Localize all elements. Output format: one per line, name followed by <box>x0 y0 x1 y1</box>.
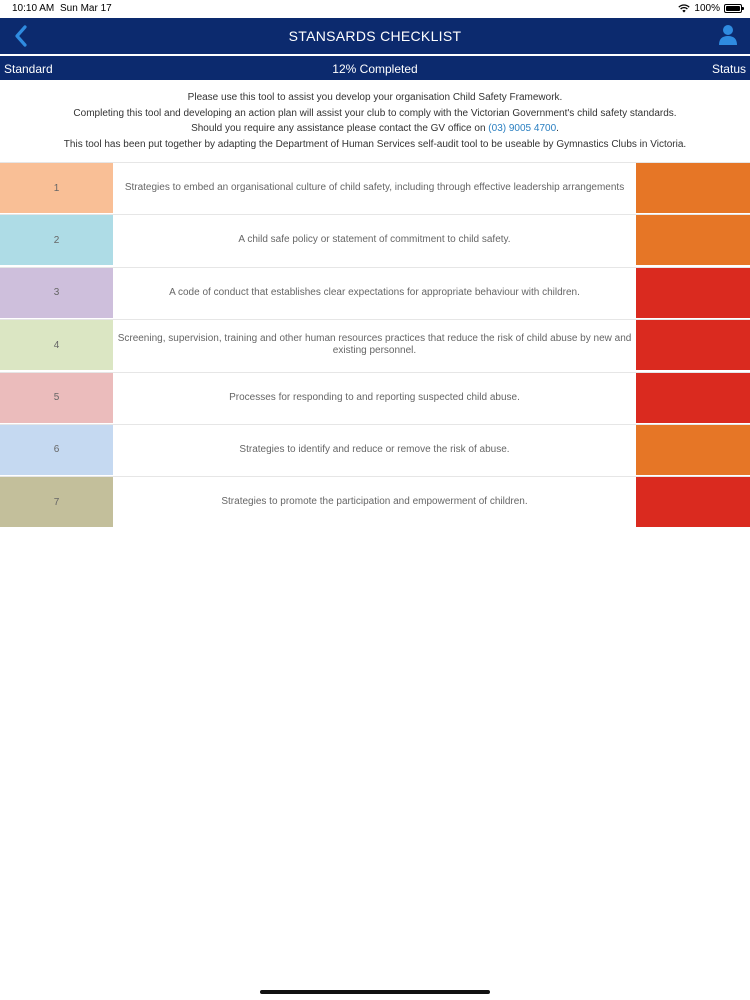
standard-number: 5 <box>0 373 113 423</box>
standard-description: A child safe policy or statement of commitment to child safety. <box>113 215 636 265</box>
intro-line-4: This tool has been put together by adapting the Department of Human Services self-audit tool to be useable by Gymnastics Clubs in Victoria. <box>63 138 687 150</box>
standard-description: A code of conduct that establishes clear expectations for appropriate behaviour with children. <box>113 268 636 318</box>
intro-line-2: Completing this tool and developing an action plan will assist your club to comply with the Victorian Government's child safety standards. <box>73 107 677 119</box>
standard-row[interactable] <box>0 214 750 265</box>
standard-status-indicator <box>636 320 750 370</box>
status-date: Sun Mar 17 <box>60 3 112 14</box>
page-title: STANSARDS CHECKLIST <box>288 28 462 44</box>
standard-status-indicator <box>636 477 750 527</box>
standard-number: 4 <box>0 320 113 370</box>
intro-line-3-text: Should you require any assistance please contact the GV office on <box>191 123 489 134</box>
standard-row[interactable] <box>0 267 750 318</box>
wifi-icon <box>678 4 690 13</box>
intro-line-1: Please use this tool to assist you develop your organisation Child Safety Framework. <box>187 92 563 103</box>
standard-row[interactable] <box>0 319 750 370</box>
standard-column-header: Standard <box>4 62 53 76</box>
standard-status-indicator <box>636 215 750 265</box>
standard-description: Screening, supervision, training and other human resources practices that reduce the risk of child abuse by new and existing personnel. <box>113 320 636 370</box>
standard-number: 7 <box>0 477 113 527</box>
standard-number: 3 <box>0 268 113 318</box>
standard-description: Processes for responding to and reporting suspected child abuse. <box>113 373 636 423</box>
standard-description: Strategies to embed an organisational culture of child safety, including through effective leadership arrangements <box>113 163 636 213</box>
standard-status-indicator <box>636 373 750 423</box>
standard-status-indicator <box>636 425 750 475</box>
status-right <box>678 3 742 14</box>
user-profile-icon[interactable] <box>718 24 738 46</box>
standard-description: Strategies to promote the participation and empowerment of children. <box>113 477 636 527</box>
status-bar <box>0 0 750 18</box>
battery-percent: 100% <box>694 3 720 14</box>
standard-row[interactable] <box>0 162 750 213</box>
status-column-header: Status <box>711 62 746 76</box>
standards-list <box>0 162 750 529</box>
standard-status-indicator <box>636 268 750 318</box>
standard-row[interactable] <box>0 476 750 527</box>
completion-percent: 12% Completed <box>332 62 418 76</box>
nav-bar <box>0 18 750 54</box>
standard-number: 1 <box>0 163 113 213</box>
standard-row[interactable] <box>0 424 750 475</box>
standard-description: Strategies to identify and reduce or remove the risk of abuse. <box>113 425 636 475</box>
status-time: 10:10 AM <box>12 3 55 14</box>
battery-icon <box>724 4 742 13</box>
standard-status-indicator <box>636 163 750 213</box>
standard-number: 2 <box>0 215 113 265</box>
home-indicator <box>260 990 490 994</box>
intro-line-3 <box>0 121 750 137</box>
table-header <box>0 56 750 80</box>
phone-link[interactable]: (03) 9005 4700 <box>488 123 557 134</box>
standard-number: 6 <box>0 425 113 475</box>
intro-text <box>0 90 750 152</box>
intro-line-3-end: . <box>556 123 559 134</box>
standard-row[interactable] <box>0 372 750 423</box>
